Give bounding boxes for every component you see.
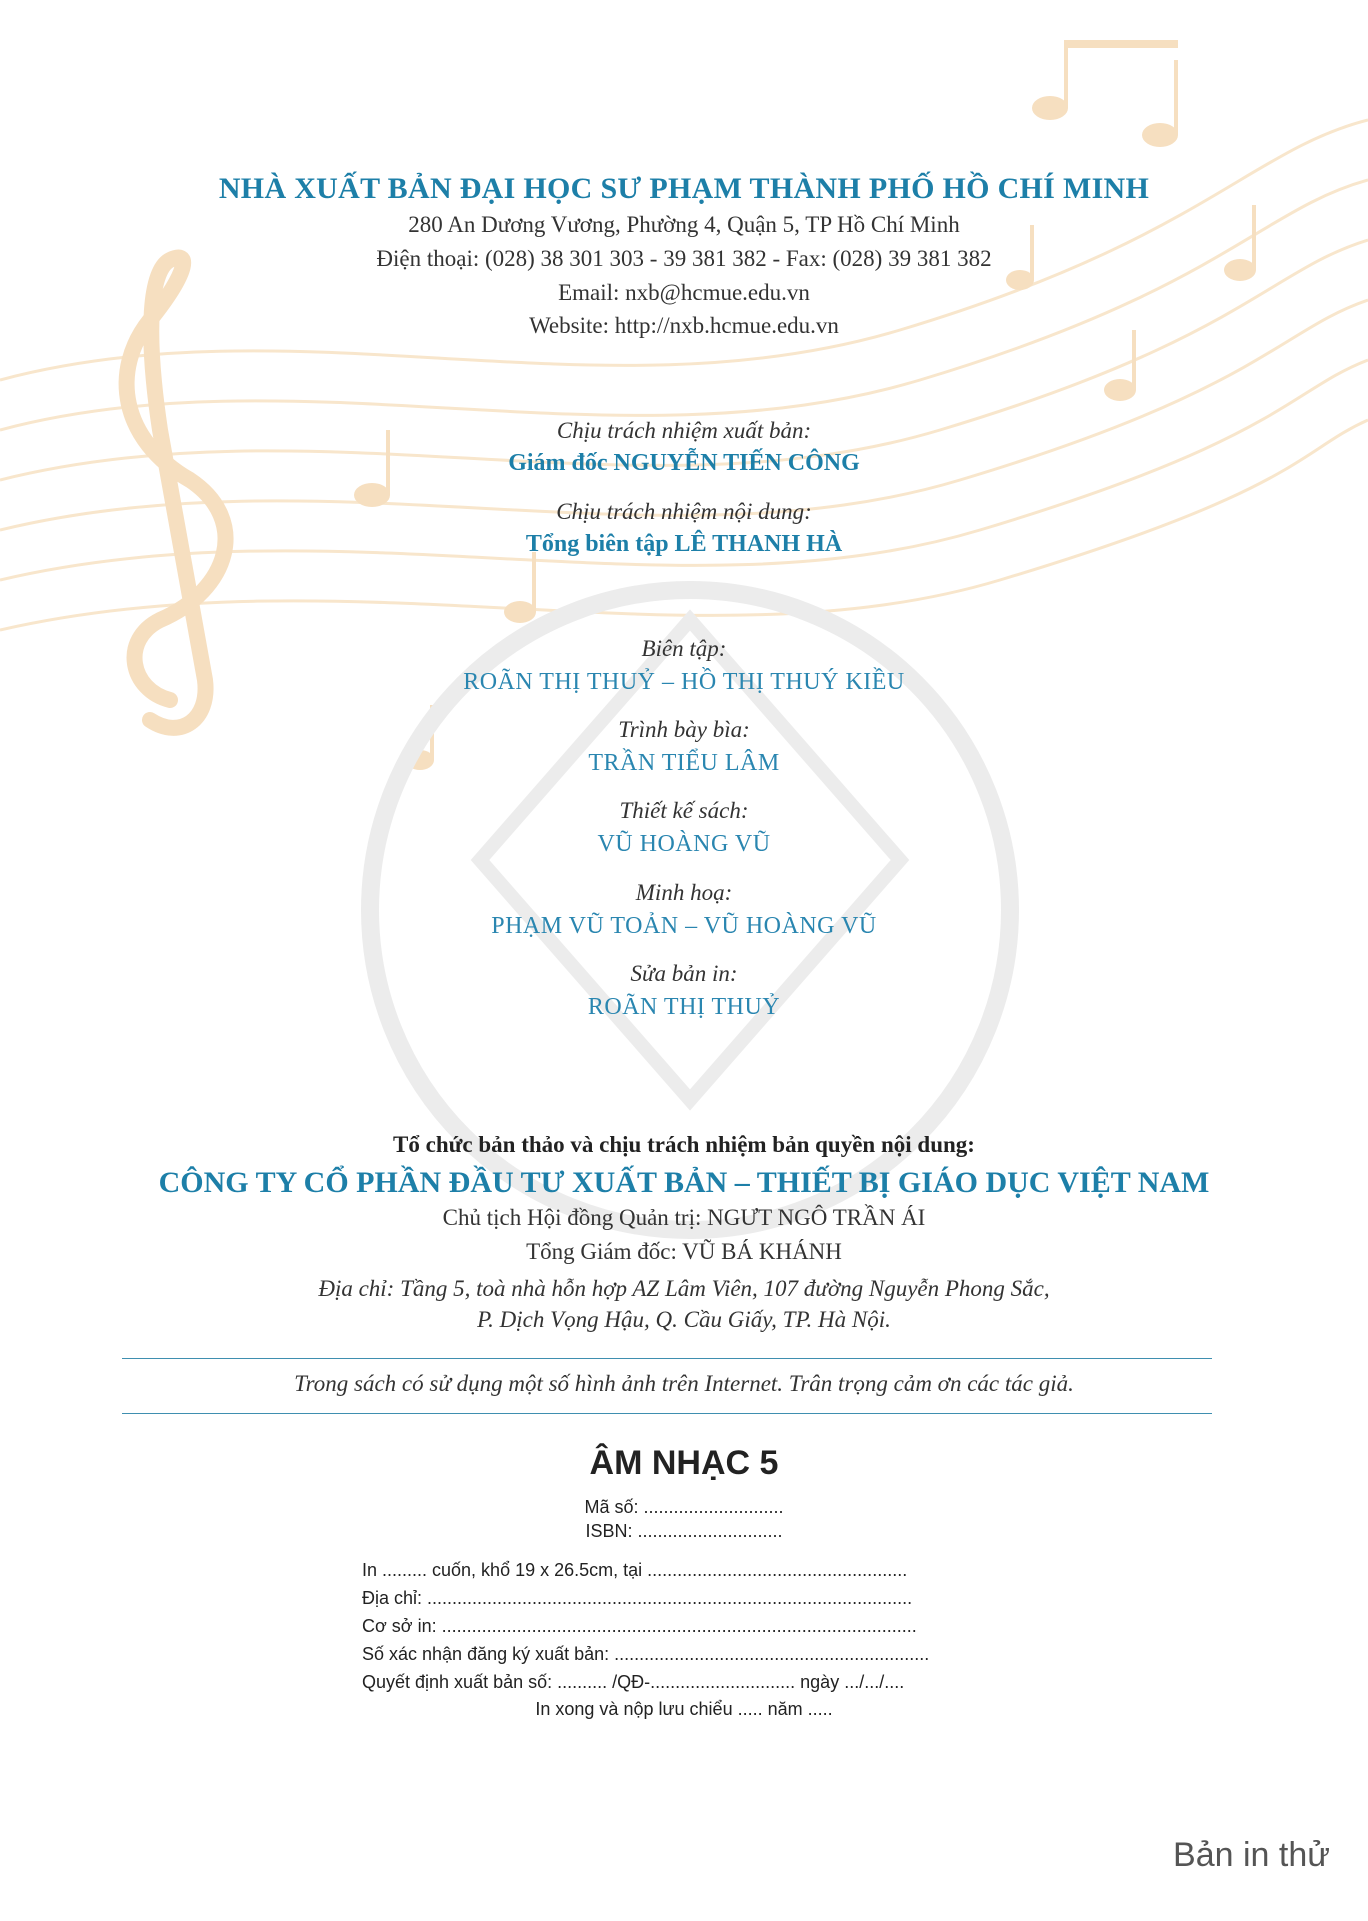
trial-watermark: Bản in thử: [1173, 1836, 1330, 1874]
credit-names: VŨ HOÀNG VŨ: [597, 831, 771, 857]
image-credit-note: Trong sách có sử dụng một số hình ảnh trên Internet. Trân trọng cảm ơn các tác giả.: [294, 1371, 1074, 1396]
organization-address-line1: Địa chỉ: Tầng 5, toà nhà hỗn hợp AZ Lâm Viên, 107 đường Nguyễn Phong Sắc,: [318, 1276, 1050, 1301]
organization-director: Tổng Giám đốc: VŨ BÁ KHÁNH: [526, 1239, 842, 1264]
divider-top: [122, 1358, 1212, 1359]
publisher-phone: Điện thoại: (028) 38 301 303 - 39 381 382 - Fax: (028) 39 381 382: [376, 246, 992, 271]
credit-role: Minh hoạ:: [635, 880, 733, 905]
organization-name: CÔNG TY CỔ PHẦN ĐẦU TƯ XUẤT BẢN – THIẾT BỊ GIÁO DỤC VIỆT NAM: [158, 1166, 1210, 1199]
organization-address-line2: P. Dịch Vọng Hậu, Q. Cầu Giấy, TP. Hà Nội.: [477, 1307, 891, 1332]
credit-role: Trình bày bìa:: [618, 717, 750, 742]
print-final-line: In xong và nộp lưu chiểu ..... năm .....: [535, 1699, 833, 1719]
credit-names: PHẠM VŨ TOẢN – VŨ HOÀNG VŨ: [491, 913, 877, 939]
publisher-address: 280 An Dương Vương, Phường 4, Quận 5, TP Hồ Chí Minh: [408, 212, 960, 237]
organization-intro: Tổ chức bản thảo và chịu trách nhiệm bản quyền nội dung:: [393, 1132, 975, 1157]
publisher-email: Email: nxb@hcmue.edu.vn: [558, 280, 810, 305]
print-line: Số xác nhận đăng ký xuất bản: ...............................................................: [362, 1644, 930, 1664]
book-title: ÂM NHẠC 5: [589, 1444, 779, 1482]
content-responsibility-label: Chịu trách nhiệm nội dung:: [556, 499, 812, 524]
publishing-responsibility-person: Giám đốc NGUYỄN TIẾN CÔNG: [508, 450, 860, 476]
print-line: In ......... cuốn, khổ 19 x 26.5cm, tại ....................................................: [362, 1560, 908, 1580]
credit-role: Biên tập:: [641, 636, 727, 661]
organization-chairman: Chủ tịch Hội đồng Quản trị: NGƯT NGÔ TRẦN ÁI: [442, 1205, 926, 1230]
publisher-website: Website: http://nxb.hcmue.edu.vn: [529, 313, 839, 338]
credit-role: Sửa bản in:: [630, 961, 738, 986]
content-responsibility-person: Tổng biên tập LÊ THANH HÀ: [525, 531, 843, 557]
publishing-responsibility-label: Chịu trách nhiệm xuất bản:: [556, 418, 812, 443]
credit-names: ROÃN THỊ THUỶ – HỒ THỊ THUÝ KIỀU: [463, 669, 905, 695]
credit-names: ROÃN THỊ THUỶ: [587, 994, 781, 1020]
publisher-name: NHÀ XUẤT BẢN ĐẠI HỌC SƯ PHẠM THÀNH PHỐ HỒ CHÍ MINH: [218, 172, 1150, 205]
book-code: Mã số: ............................: [584, 1497, 784, 1517]
print-line: Quyết định xuất bản số: .......... /QĐ-............................. ngày .../.../....: [362, 1672, 905, 1692]
credit-role: Thiết kế sách:: [619, 798, 749, 823]
book-isbn: ISBN: .............................: [585, 1521, 783, 1541]
print-line: Cơ sở in: ...............................................................................................: [362, 1616, 917, 1636]
print-line: Địa chỉ: .................................................................................................: [362, 1588, 913, 1608]
divider-bottom: [122, 1413, 1212, 1414]
credit-names: TRẦN TIỂU LÂM: [588, 750, 780, 776]
